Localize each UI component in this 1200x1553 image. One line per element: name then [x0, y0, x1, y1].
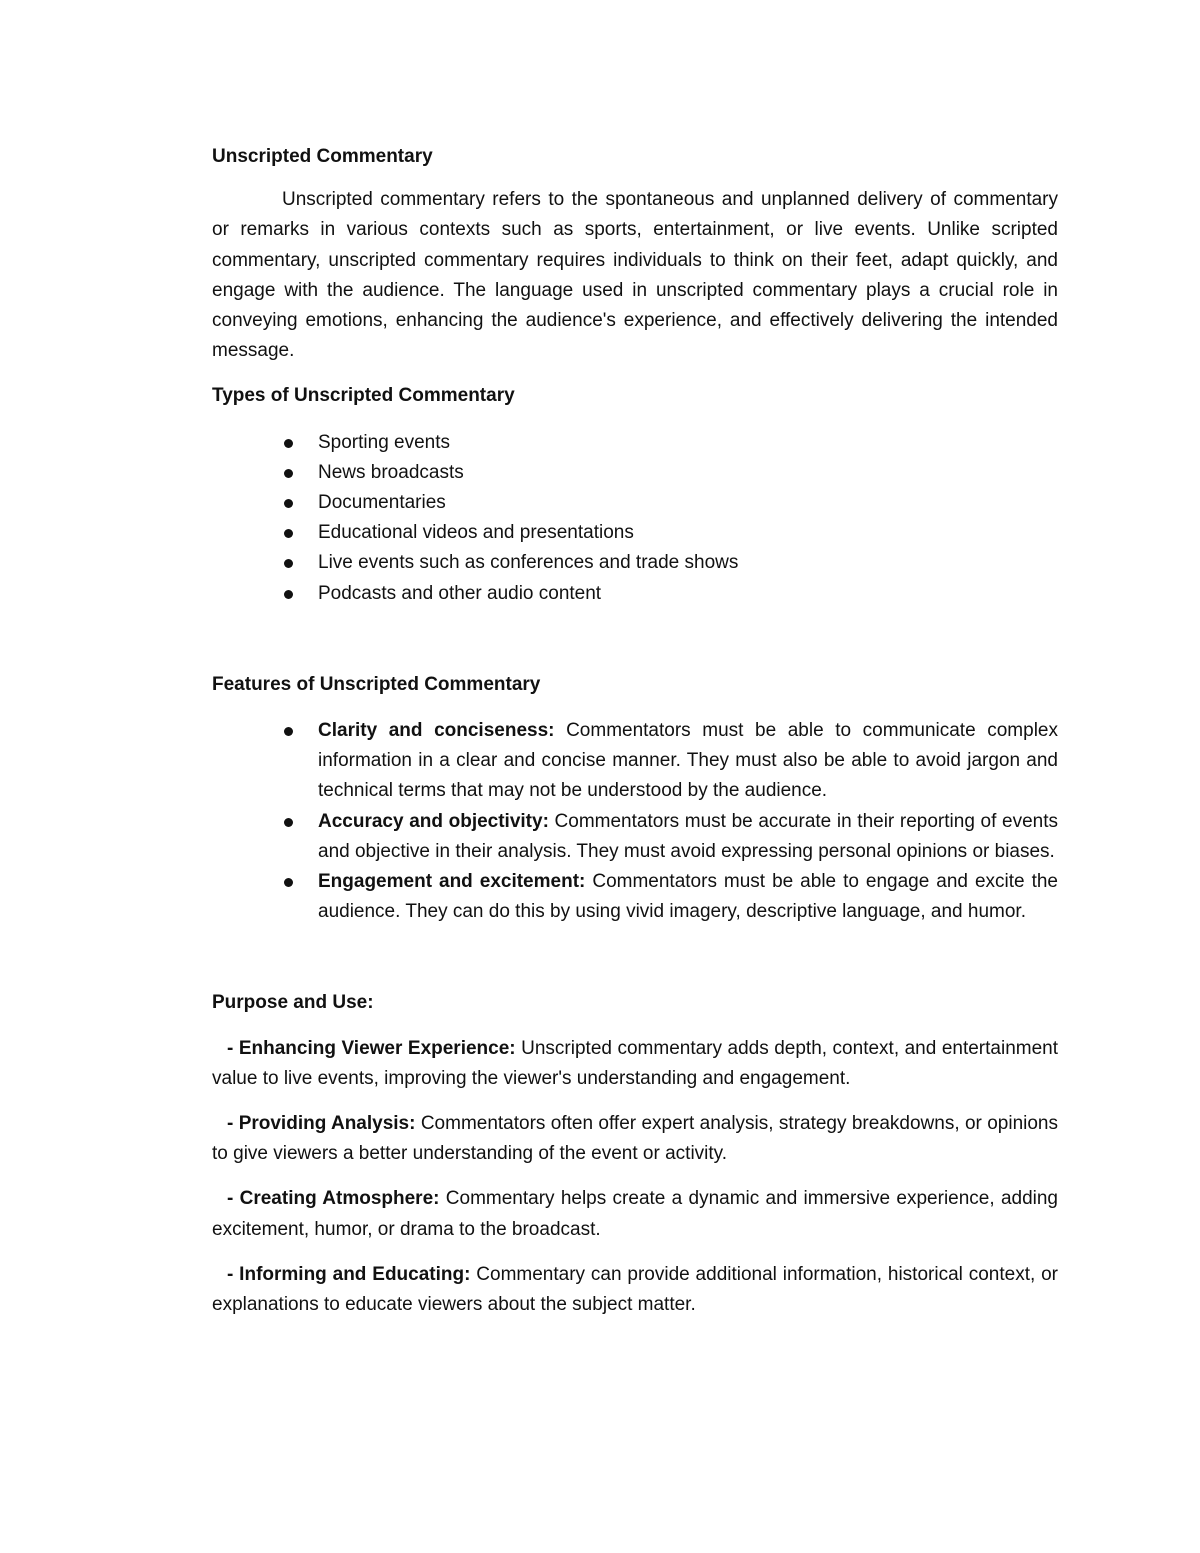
list-item: [212, 807, 1058, 867]
section-heading-purpose: Purpose and Use:: [212, 992, 374, 1014]
purpose-text: Commentary helps create a dynamic and immersive experience, adding excitement, humor, or drama to the broadcast.: [212, 1188, 1058, 1240]
bullet-icon: [284, 727, 293, 736]
feature-text: Commentators must be able to engage and excite the audience. They can do this by using vivid imagery, descriptive language, and humor.: [318, 871, 1058, 923]
purpose-text: Commentators often offer expert analysis, strategy breakdowns, or opinions to give viewers a better understanding of the event or activity.: [212, 1113, 1058, 1165]
bullet-icon: [284, 529, 293, 538]
list-item: [212, 458, 1058, 488]
list-item: [212, 428, 1058, 458]
bullet-icon: [284, 818, 293, 827]
bullet-icon: [284, 559, 293, 568]
section-heading-features: Features of Unscripted Commentary: [212, 673, 541, 695]
purpose-term: - Creating Atmosphere:: [227, 1188, 440, 1210]
purpose-text: Unscripted commentary adds depth, context, and entertainment value to live events, improving the viewer's understanding and engagement.: [212, 1037, 1058, 1089]
list-item: [212, 579, 1058, 609]
list-item: [212, 716, 1058, 807]
purpose-term: - Enhancing Viewer Experience:: [227, 1037, 516, 1059]
list-item-text: Live events such as conferences and trade shows: [318, 552, 739, 574]
section-heading-types: Types of Unscripted Commentary: [212, 385, 515, 407]
bullet-icon: [284, 590, 293, 599]
purpose-item: [212, 1184, 1058, 1244]
list-item: [212, 518, 1058, 548]
feature-text: Commentators must be able to communicate complex information in a clear and concise manner. They must also be able to avoid jargon and technical terms that may not be understood by the audience.: [318, 720, 1058, 802]
feature-term: Clarity and conciseness:: [318, 720, 555, 742]
section-heading-unscripted-commentary: Unscripted Commentary: [212, 146, 433, 167]
bullet-icon: [284, 878, 293, 887]
feature-text: Commentators must be accurate in their reporting of events and objective in their analysis. They must avoid expressing personal opinions or biases.: [318, 810, 1058, 862]
bullet-icon: [284, 499, 293, 508]
features-list: [212, 716, 1058, 927]
list-item-text: News broadcasts: [318, 461, 464, 483]
purpose-item: [212, 1260, 1058, 1320]
types-list: [212, 428, 1058, 609]
feature-term: Accuracy and objectivity:: [318, 810, 549, 832]
purpose-item: [212, 1109, 1058, 1169]
intro-paragraph: Unscripted commentary refers to the spontaneous and unplanned delivery of commentary or remarks in various contexts such as sports, entertainment, or live events. Unlike scripted commentary, unscripted commentary requires individuals to think on their feet, adapt quickly, and engage with the audience. The language used in unscripted commentary plays a crucial role in conveying emotions, enhancing the audience's experience, and effectively delivering the intended message.: [212, 189, 1058, 362]
bullet-icon: [284, 469, 293, 478]
purpose-term: - Providing Analysis:: [227, 1113, 416, 1135]
list-item-text: Podcasts and other audio content: [318, 582, 602, 604]
purpose-item: [212, 1034, 1058, 1094]
list-item-text: Sporting events: [318, 431, 451, 453]
document-body: [212, 142, 1058, 1320]
purpose-text: Commentary can provide additional information, historical context, or explanations to educate viewers about the subject matter.: [212, 1263, 1058, 1316]
list-item: [212, 548, 1058, 578]
list-item-text: Educational videos and presentations: [318, 522, 634, 544]
purpose-term: - Informing and Educating:: [227, 1263, 471, 1285]
bullet-icon: [284, 439, 293, 448]
list-item-text: Documentaries: [318, 492, 446, 514]
feature-term: Engagement and excitement:: [318, 871, 586, 893]
list-item: [212, 488, 1058, 518]
list-item: [212, 867, 1058, 927]
